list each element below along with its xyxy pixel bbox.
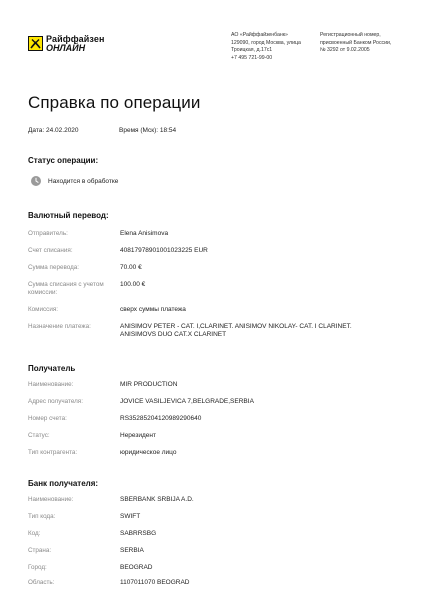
field-value: SABRRSBG (120, 530, 157, 537)
field-label: Статус: (28, 432, 50, 439)
status-text: Находится в обработке (48, 178, 119, 185)
field-value: BEOGRAD (120, 564, 153, 571)
status-section-title: Статус операции: (28, 156, 99, 165)
field-label: Наименование: (28, 381, 74, 388)
field-value: RS35285204120989290640 (120, 415, 202, 422)
bank-section-title: Банк получателя: (28, 479, 99, 488)
field-value: SBERBANK SRBIJA A.D. (120, 496, 194, 503)
field-label: Комиссия: (28, 306, 58, 313)
logo-text-line1: Райффайзен (46, 34, 105, 44)
field-value: Elena Anisimova (120, 230, 169, 237)
field-value: 100.00 € (120, 281, 146, 288)
field-label: Отправитель: (28, 230, 68, 237)
bank-info-line: Троицкая, д.17с1 (231, 47, 273, 53)
recipient-section-title: Получатель (28, 364, 76, 373)
bank-info-line: АО «Райффайзенбанк» (231, 32, 288, 38)
clock-icon (31, 176, 41, 186)
field-label: Код: (28, 530, 41, 537)
raiffeisen-logo (28, 34, 138, 56)
field-value: ANISIMOV PETER - CAT. I,CLARINET. ANISIMOV NIKOLAY- CAT. I CLARINET. ANISIMOVS DUO CAT.X CLARINET (120, 323, 352, 338)
field-value: 1107011070 BEOGRAD (120, 579, 190, 586)
field-label: Назначение платежа: (28, 323, 91, 330)
document-header (28, 32, 413, 72)
field-value: сверх суммы платежа (120, 306, 186, 313)
field-label: Область: (28, 579, 55, 586)
reg-info-line: Регистрационный номер, (320, 32, 381, 38)
field-label: Счет списания: (28, 247, 73, 254)
bank-info-line: 129090, город Москва, улица (231, 39, 301, 46)
field-label: Номер счета: (28, 415, 67, 422)
field-label: Сумма списания с учетом комиссии: (28, 281, 104, 296)
raiffeisen-gable-icon (28, 36, 43, 51)
field-value: Нерезидент (120, 432, 156, 439)
field-value: SERBIA (120, 547, 144, 554)
field-label: Сумма перевода: (28, 264, 80, 271)
bank-info-line: +7 495 721-99-00 (231, 54, 273, 61)
field-label: Адрес получателя: (28, 398, 83, 405)
field-label: Наименование: (28, 496, 74, 503)
field-label: Город: (28, 564, 47, 571)
field-value: SWIFT (120, 513, 141, 520)
operation-date: Дата: 24.02.2020 (28, 127, 79, 134)
logo-text-line2: ОНЛАЙН (46, 43, 86, 53)
registration-block (320, 32, 420, 55)
field-label: Страна: (28, 547, 52, 554)
field-label: Тип кода: (28, 513, 56, 520)
page-title: Справка по операции (28, 93, 201, 112)
reg-info-line: присвоенный Банком России, (320, 39, 392, 46)
bank-address-block (231, 32, 323, 62)
operation-time: Время (Мск): 18:54 (119, 127, 177, 134)
field-label: Тип контрагента: (28, 449, 78, 456)
transfer-section-title: Валютный перевод: (28, 211, 109, 220)
field-value: JOVICE VASILJEVICA 7,BELGRADE,SERBIA (120, 398, 254, 405)
field-value: 70.00 € (120, 264, 142, 271)
field-value: MIR PRODUCTION (120, 381, 178, 388)
field-value: юридическое лицо (120, 449, 177, 456)
reg-info-line: № 3292 от 9.02.2005 (320, 47, 370, 53)
field-value: 40817978901001023225 EUR (120, 247, 208, 254)
